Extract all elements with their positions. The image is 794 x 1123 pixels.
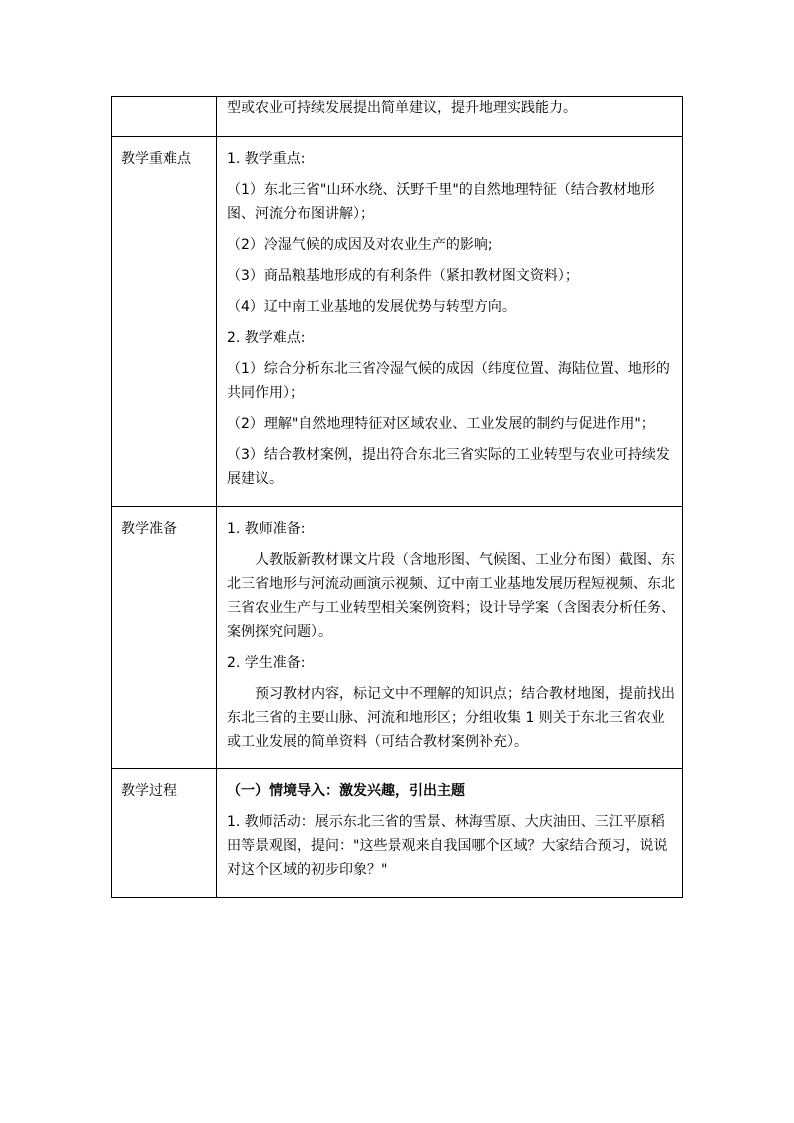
section-heading: （一）情境导入：激发兴趣，引出主题: [227, 783, 465, 799]
lesson-plan-table: [111, 96, 683, 898]
paragraph: （4）辽中南工业基地的发展优势与转型方向。: [227, 299, 516, 315]
row-content-cell: [217, 769, 683, 898]
row-label: 教学过程: [121, 783, 177, 799]
row-label: 教学重难点: [121, 151, 191, 167]
row-content-cell: [217, 97, 683, 137]
paragraph: 2. 教学难点:: [227, 330, 306, 346]
paragraph: （3）结合教材案例，提出符合东北三省实际的工业转型与农业可持续发展建议。: [227, 447, 670, 487]
paragraph: （3）商品粮基地形成的有利条件（紧扣教材图文资料）；: [227, 268, 579, 284]
table-row-key-difficult-points: [112, 137, 683, 507]
row-content-cell: [217, 507, 683, 769]
row-label-cell: [112, 97, 217, 137]
paragraph: （1）综合分析东北三省冷湿气候的成因（纬度位置、海陆位置、地形的共同作用）；: [227, 361, 670, 401]
paragraph: （2）理解"自然地理特征对区域农业、工业发展的制约与促进作用"；: [227, 416, 655, 432]
row-label: [112, 97, 216, 107]
paragraph: （2）冷湿气候的成因及对农业生产的影响;: [227, 237, 493, 253]
paragraph: 1. 教师准备:: [227, 521, 306, 537]
paragraph: 预习教材内容，标记文中不理解的知识点；结合教材地图，提前找出东北三省的主要山脉、河流和地形区；分组收集 1 则关于东北三省农业或工业发展的简单资料（可结合教材案例补充）。: [227, 686, 675, 750]
paragraph: 1. 教师活动：展示东北三省的雪景、林海雪原、大庆油田、三江平原稻田等景观图，提问："这些景观来自我国哪个区域？大家结合预习，说说对这个区域的初步印象？": [227, 814, 668, 878]
paragraph: 1. 教学重点:: [227, 151, 306, 167]
row-content-cell: [217, 137, 683, 507]
row-label-cell: [112, 507, 217, 769]
table-row-process: [112, 769, 683, 898]
row-label-cell: [112, 769, 217, 898]
paragraph: 型或农业可持续发展提出简单建议，提升地理实践能力。: [227, 100, 577, 116]
paragraph: 人教版新教材课文片段（含地形图、气候图、工业分布图）截图、东北三省地形与河流动画演示视频、辽中南工业基地发展历程短视频、东北三省农业生产与工业转型相关案例资料；设计导学案（含图表分析任务、案例探究问题）。: [227, 552, 675, 640]
row-label: 教学准备: [121, 521, 177, 537]
table-row-continuation: [112, 97, 683, 137]
paragraph: （1）东北三省"山环水绕、沃野千里"的自然地理特征（结合教材地形图、河流分布图讲解）；: [227, 182, 655, 222]
row-label-cell: [112, 137, 217, 507]
table-row-preparation: [112, 507, 683, 769]
paragraph: 2. 学生准备:: [227, 655, 306, 671]
